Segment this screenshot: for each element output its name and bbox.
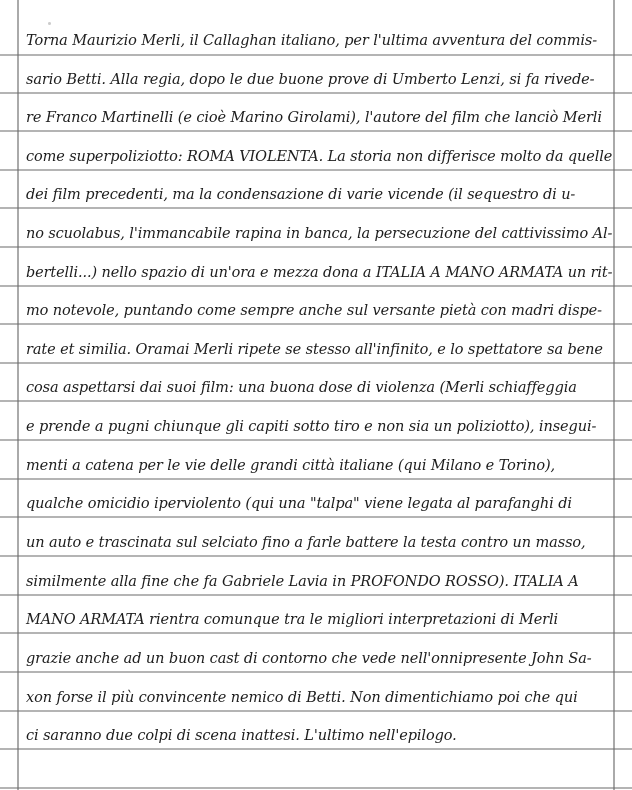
text-line: grazie anche ad un buon cast di contorno che vede nell'onnipresente John Sa-: [26, 651, 592, 667]
text-line: rate et similia. Oramai Merli ripete se stesso all'infinito, e lo spettatore sa bene: [26, 342, 603, 358]
text-line: un auto e trascinata sul selciato fino a farle battere la testa contro un masso,: [26, 535, 586, 551]
handwritten-text: [26, 0, 616, 790]
text-line: xon forse il più convincente nemico di Betti. Non dimentichiamo poi che qui: [26, 690, 578, 706]
text-line: MANO ARMATA rientra comunque tra le migliori interpretazioni di Merli: [26, 612, 559, 628]
text-line: qualche omicidio iperviolento (qui una "talpa" viene legata al parafanghi di: [26, 496, 572, 512]
text-line: dei film precedenti, ma la condensazione di varie vicende (il sequestro di u-: [26, 187, 576, 203]
text-line: no scuolabus, l'immancabile rapina in banca, la persecuzione del cattivissimo Al-: [26, 226, 613, 242]
text-line: Torna Maurizio Merli, il Callaghan italiano, per l'ultima avventura del commis-: [26, 33, 598, 49]
text-line: similmente alla fine che fa Gabriele Lavia in PROFONDO ROSSO). ITALIA A: [26, 574, 579, 590]
text-line: mo notevole, puntando come sempre anche sul versante pietà con madri dispe-: [26, 303, 602, 319]
text-line: ci saranno due colpi di scena inattesi. L'ultimo nell'epilogo.: [26, 728, 457, 744]
text-line: re Franco Martinelli (e cioè Marino Girolami), l'autore del film che lanciò Merli: [26, 110, 602, 126]
text-line: sario Betti. Alla regia, dopo le due buone prove di Umberto Lenzi, si fa rivede-: [26, 72, 595, 88]
text-line: e prende a pugni chiunque gli capiti sotto tiro e non sia un poliziotto), insegui-: [26, 419, 597, 435]
text-line: come superpoliziotto: ROMA VIOLENTA. La storia non differisce molto da quelle: [26, 149, 613, 165]
text-line: menti a catena per le vie delle grandi città italiane (qui Milano e Torino),: [26, 458, 556, 474]
text-line: cosa aspettarsi dai suoi film: una buona dose di violenza (Merli schiaffeggia: [26, 380, 577, 396]
text-line: bertelli...) nello spazio di un'ora e mezza dona a ITALIA A MANO ARMATA un rit-: [26, 265, 613, 281]
